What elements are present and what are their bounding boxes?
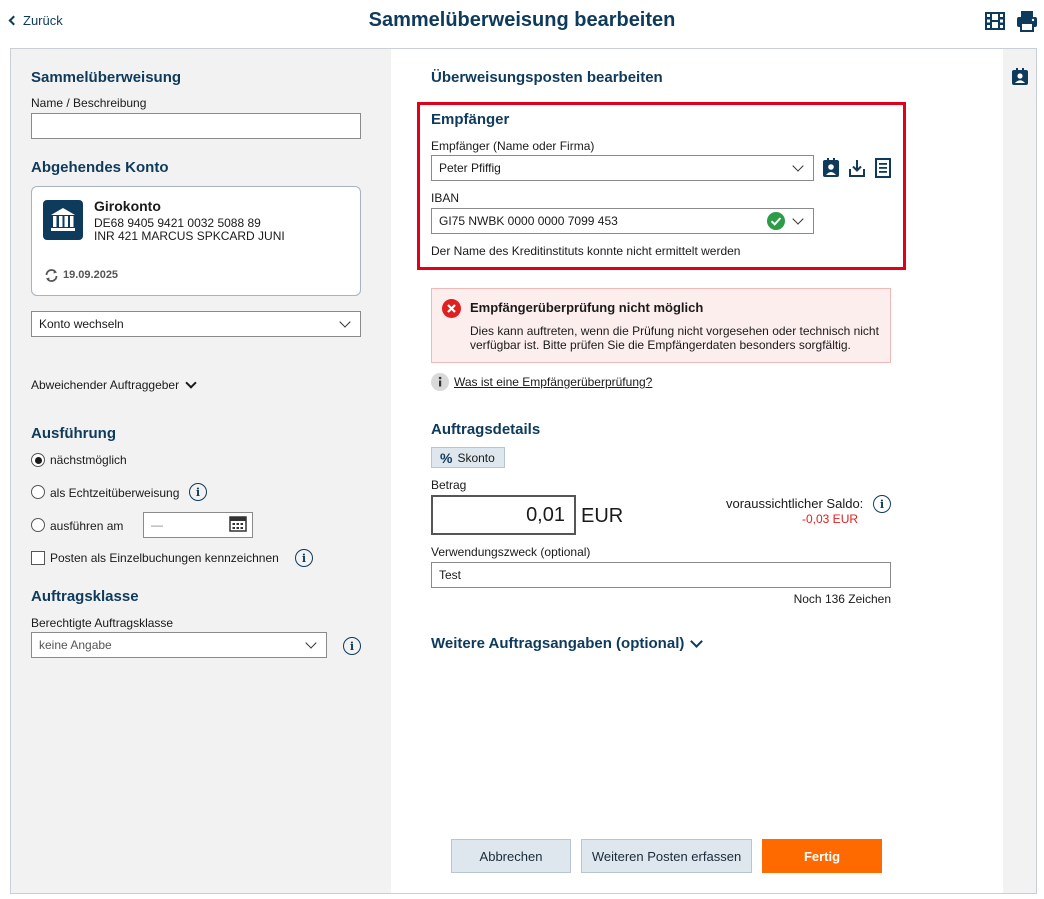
- amount-value: 0,01: [526, 503, 565, 526]
- info-icon[interactable]: i: [873, 495, 891, 513]
- amount-label: Betrag: [431, 478, 467, 492]
- download-icon[interactable]: [848, 158, 866, 178]
- recipient-label: Empfänger (Name oder Firma): [431, 139, 595, 153]
- different-payer-toggle[interactable]: [31, 378, 195, 392]
- address-book-icon[interactable]: [822, 158, 840, 178]
- account-info: INR 421 MARCUS SPKCARD JUNI: [94, 229, 285, 243]
- amount-input[interactable]: [431, 495, 576, 535]
- iban-select[interactable]: [431, 208, 814, 234]
- radio-date[interactable]: [31, 518, 45, 532]
- refresh-icon[interactable]: [44, 268, 59, 283]
- chevron-down-icon: [305, 637, 316, 648]
- error-icon: [442, 299, 461, 318]
- verification-alert: [431, 288, 891, 363]
- percent-icon: %: [440, 449, 453, 466]
- radio-asap-label: nächstmöglich: [50, 453, 127, 467]
- side-strip: [1003, 49, 1036, 893]
- page-title: Sammelüberweisung bearbeiten: [368, 9, 676, 31]
- alert-title: Empfängerüberprüfung nicht möglich: [470, 300, 704, 315]
- balance-label: voraussichtlicher Saldo:: [726, 496, 864, 511]
- more-details-toggle[interactable]: [431, 635, 701, 652]
- order-class-label: Berechtigte Auftragsklasse: [31, 616, 174, 630]
- alert-text: Dies kann auftreten, wenn die Prüfung nicht vorgesehen oder technisch nicht verfügbar ist. Bitte prüfen Sie die Empfängerdaten besonders sorgfältig.: [470, 324, 879, 352]
- balance-value: -0,03 EUR: [802, 512, 859, 526]
- calendar-icon[interactable]: [229, 516, 247, 532]
- name-input[interactable]: [31, 113, 361, 139]
- currency-label: EUR: [581, 505, 624, 527]
- single-booking-checkbox[interactable]: [31, 551, 45, 565]
- purpose-label: Verwendungszweck (optional): [431, 545, 591, 559]
- contact-book-icon[interactable]: [1011, 68, 1029, 86]
- account-date: 19.09.2025: [63, 269, 119, 281]
- chevron-down-icon: [792, 213, 803, 224]
- name-label: Name / Beschreibung: [31, 96, 147, 110]
- done-button[interactable]: Fertig: [762, 839, 882, 873]
- order-class-select[interactable]: [31, 632, 327, 658]
- order-class-title: Auftragsklasse: [31, 588, 139, 605]
- section-title-collective: Sammelüberweisung: [31, 69, 182, 86]
- info-icon[interactable]: i: [295, 549, 313, 567]
- info-filled-icon: [431, 373, 449, 391]
- edit-item-title: Überweisungsposten bearbeiten: [431, 69, 663, 86]
- chevron-down-icon: [185, 377, 196, 388]
- execution-title: Ausführung: [31, 425, 116, 442]
- account-title: Abgehendes Konto: [31, 159, 169, 176]
- add-item-button[interactable]: Weiteren Posten erfassen: [581, 839, 752, 873]
- chevron-down-icon: [339, 316, 350, 327]
- document-list-icon[interactable]: [874, 158, 892, 178]
- skonto-button[interactable]: [431, 447, 505, 468]
- printer-icon[interactable]: [1015, 9, 1039, 33]
- single-booking-label: Posten als Einzelbuchungen kennzeichnen: [50, 551, 279, 565]
- account-iban: DE68 9405 9421 0032 5088 89: [94, 216, 261, 230]
- iban-label: IBAN: [431, 191, 460, 205]
- account-card[interactable]: [31, 186, 361, 296]
- bank-building-icon: [43, 200, 83, 240]
- back-label: Zurück: [23, 13, 63, 28]
- bank-note: Der Name des Kreditinstituts konnte nicht ermittelt werden: [431, 244, 741, 258]
- chevron-down-icon: [690, 635, 703, 648]
- film-icon[interactable]: [984, 11, 1006, 31]
- order-details-title: Auftragsdetails: [431, 421, 541, 438]
- info-icon[interactable]: i: [189, 483, 207, 501]
- recipient-title: Empfänger: [431, 111, 510, 128]
- radio-instant[interactable]: [31, 485, 45, 499]
- info-icon[interactable]: i: [343, 637, 361, 655]
- what-is-link[interactable]: Was ist eine Empfängerüberprüfung?: [454, 375, 653, 389]
- chars-left: Noch 136 Zeichen: [793, 592, 891, 606]
- iban-status: [767, 212, 806, 230]
- order-class-value: keine Angabe: [39, 638, 112, 652]
- cancel-button[interactable]: Abbrechen: [451, 839, 571, 873]
- check-circle-icon: [767, 212, 785, 230]
- purpose-input[interactable]: Test: [431, 562, 891, 588]
- account-name: Girokonto: [94, 198, 161, 214]
- radio-date-label: ausführen am: [50, 519, 124, 533]
- iban-value: GI75 NWBK 0000 0000 7099 453: [439, 214, 618, 228]
- more-details-label: Weitere Auftragsangaben (optional): [431, 635, 685, 652]
- chevron-down-icon: [792, 160, 803, 171]
- switch-account-select[interactable]: [31, 311, 361, 337]
- radio-instant-label: als Echtzeitüberweisung: [50, 486, 180, 500]
- recipient-select[interactable]: [431, 155, 814, 181]
- different-payer-label: Abweichender Auftraggeber: [31, 378, 180, 392]
- radio-asap[interactable]: [31, 453, 45, 467]
- skonto-label: Skonto: [457, 450, 495, 465]
- recipient-value: Peter Pfiffig: [439, 161, 501, 175]
- date-placeholder: —: [151, 518, 163, 532]
- switch-account-label: Konto wechseln: [39, 317, 124, 331]
